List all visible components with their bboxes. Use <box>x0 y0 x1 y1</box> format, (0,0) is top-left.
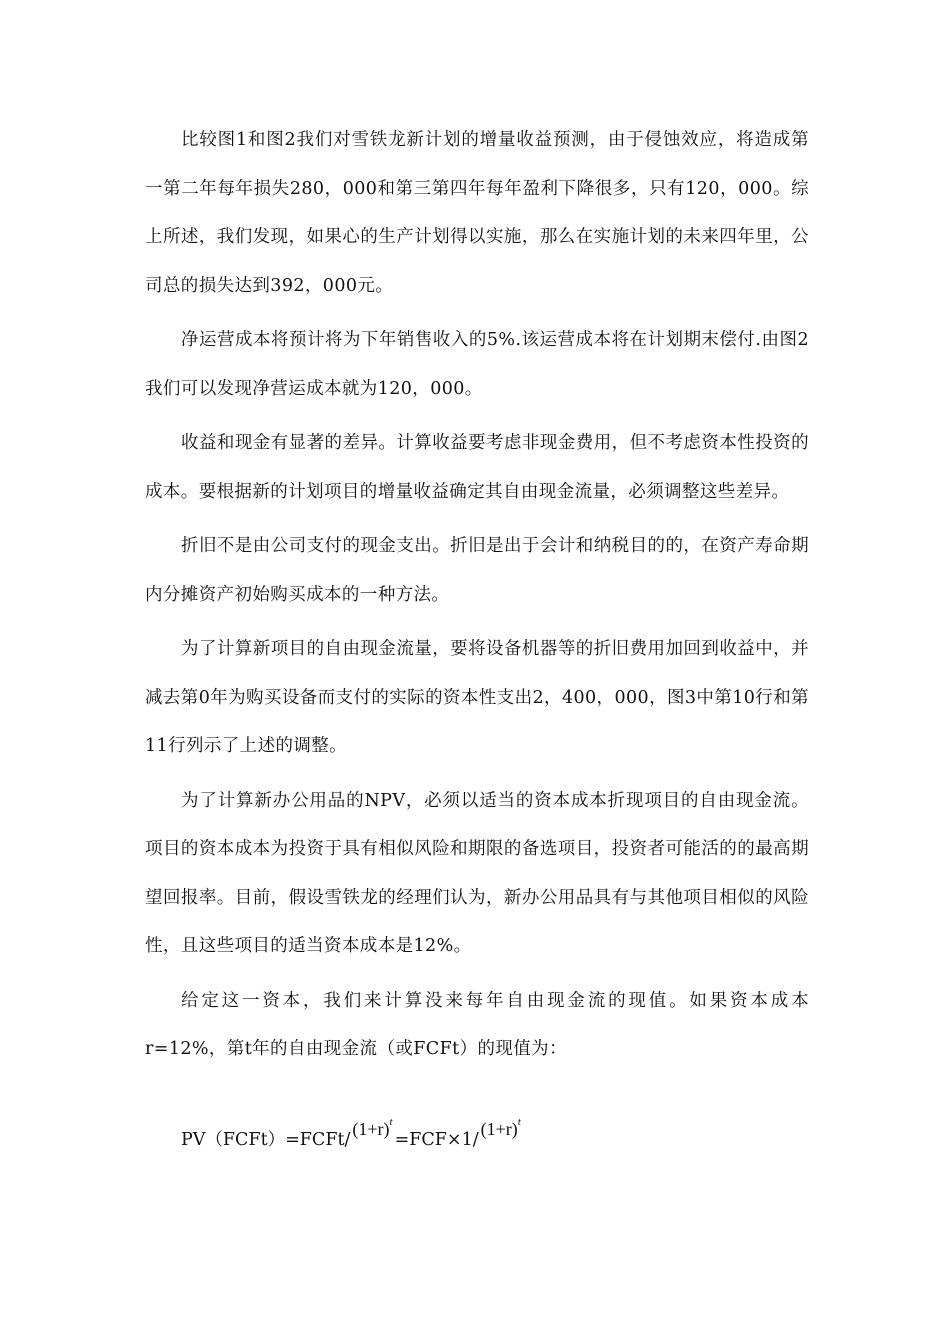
formula-exponent-1: t <box>389 1116 393 1128</box>
pv-formula <box>181 1112 523 1160</box>
formula-denominator-base-1: (1+r) <box>352 1119 390 1139</box>
paragraph-depreciation: 折旧不是由公司支付的现金支出。折旧是出于会计和纳税目的的，在资产寿命期内分摊资产初始购买成本的一种方法。 <box>145 536 809 605</box>
paragraph-net-working-capital: 净运营成本将预计将为下年销售收入的5%.该运营成本将在计划期末偿付.由图2我们可以发现净营运成本就为120，000。 <box>145 330 809 399</box>
document-body <box>145 116 809 1080</box>
formula-denominator-1 <box>352 1116 393 1139</box>
formula-denominator-base-2: (1+r) <box>480 1119 518 1139</box>
formula-exponent-2: t <box>517 1116 521 1128</box>
paragraph-free-cash-flow: 为了计算新项目的自由现金流量，要将设备机器等的折旧费用加回到收益中，并减去第0年为购买设备而支付的实际的资本性支出2，400，000，图3中第10行和第11行列示了上述的调整。 <box>145 639 809 756</box>
paragraph-cannibalization: 比较图1和图2我们对雪铁龙新计划的增量收益预测，由于侵蚀效应，将造成第一第二年每年损失280，000和第三第四年每年盈利下降很多，只有120，000。综上所述，我们发现，如果心的生产计划得以实施，那么在实施计划的未来四年里，公司总的损失达到392，000元。 <box>145 130 809 296</box>
paragraph-earnings-vs-cash: 收益和现金有显著的差异。计算收益要考虑非现金费用，但不考虑资本性投资的成本。要根据新的计划项目的增量收益确定其自由现金流量，必须调整这些差异。 <box>145 433 809 502</box>
formula-part-2: =FCF×1/ <box>394 1130 479 1150</box>
formula-part-1: PV（FCFt）=FCFt/ <box>181 1130 351 1150</box>
paragraph-cost-of-capital: 为了计算新办公用品的NPV，必须以适当的资本成本折现项目的自由现金流。项目的资本成本为投资于具有相似风险和期限的备选项目，投资者可能活的的最高期望回报率。目前，假设雪铁龙的经理们认为，新办公用品具有与其他项目相似的风险性，且这些项目的适当资本成本是12%。 <box>145 790 809 956</box>
formula-denominator-2 <box>480 1116 521 1139</box>
paragraph-present-value: 给定这一资本，我们来计算没来每年自由现金流的现值。如果资本成本r=12%，第t年的自由现金流（或FCFt）的现值为： <box>145 990 809 1059</box>
